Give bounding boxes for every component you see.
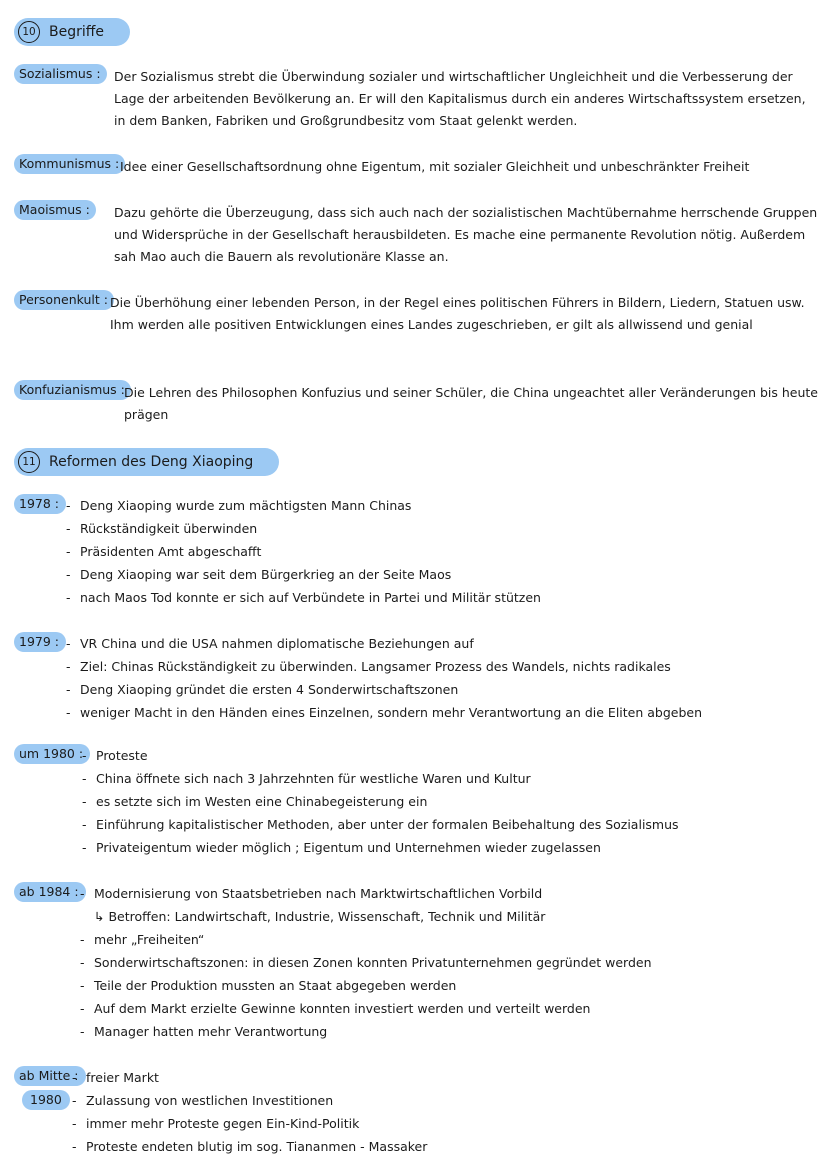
definition-text: Idee einer Gesellschaftsordnung ohne Eigentum, mit sozialer Gleichheit und unbeschränkter Freiheit [120, 159, 750, 174]
reform-points [66, 632, 820, 724]
reform-subpoint-text: Betroffen: Landwirtschaft, Industrie, Wissenschaft, Technik und Militär [108, 909, 546, 924]
reform-point: - mehr „Freiheiten“ [80, 928, 820, 951]
definition-maoismus [14, 200, 820, 270]
reform-point: - Proteste [82, 744, 820, 767]
definition-text: Der Sozialismus strebt die Überwindung sozialer und wirtschaftlicher Ungleichheit und die Verbesserung der Lage der arbeitenden Bevölkerung an. Er will den Kapitalismus durch ein anderes Wirtschaftssystem ersetzen, in dem Banken, Fabriken und Großgrundbesitz vom Staat gelenkt werden. [114, 69, 806, 128]
term-label: Personenkult : [14, 290, 114, 310]
definition-konfuzianismus [14, 380, 820, 430]
year-label: 1978 : [14, 494, 66, 514]
definition-sozialismus [14, 64, 820, 136]
reform-point: - Deng Xiaoping gründet die ersten 4 Sonderwirtschaftszonen [66, 678, 820, 701]
year-label-second-line: 1980 [22, 1090, 70, 1110]
year-label: ab 1984 : [14, 882, 86, 902]
reform-point: - Privateigentum wieder möglich ; Eigentum und Unternehmen wieder zugelassen [82, 836, 820, 859]
reform-points [82, 744, 820, 859]
reform-point: - Ziel: Chinas Rückständigkeit zu überwinden. Langsamer Prozess des Wandels, nichts radikales [66, 655, 820, 678]
reform-point: - freier Markt [72, 1066, 820, 1089]
term-label: Sozialismus : [14, 64, 107, 84]
arrow-right-icon: ↳ [94, 909, 105, 924]
definition-personenkult [14, 290, 820, 362]
year-label: ab Mitte : [14, 1066, 86, 1086]
reform-point: - Manager hatten mehr Verantwortung [80, 1020, 820, 1043]
reform-um-1980 [14, 744, 820, 864]
definition-text: Dazu gehörte die Überzeugung, dass sich auch nach der sozialistischen Machtübernahme herrschende Gruppen und Widersprüche in der Gesellschaft herausbildeten. Es mache eine permanente Revolution nötig. Außerdem sah Mao auch die Bauern als revolutionäre Klasse an. [114, 205, 818, 264]
reform-point: - Sonderwirtschaftszonen: in diesen Zonen konnten Privatunternehmen gegründet werden [80, 951, 820, 974]
section-heading-reformen [14, 448, 279, 476]
term-label: Maoismus : [14, 200, 96, 220]
reform-point: - Teile der Produktion mussten an Staat abgegeben werden [80, 974, 820, 997]
reform-point: - nach Maos Tod konnte er sich auf Verbündete in Partei und Militär stützen [66, 586, 820, 609]
reform-point: - Modernisierung von Staatsbetrieben nach Marktwirtschaftlichen Vorbild [80, 882, 820, 905]
reform-point: - immer mehr Proteste gegen Ein-Kind-Politik [72, 1112, 820, 1135]
section-heading-begriffe [14, 18, 130, 46]
reform-point: - es setzte sich im Westen eine Chinabegeisterung ein [82, 790, 820, 813]
reform-subpoint [80, 905, 820, 928]
reform-1978 [14, 494, 820, 614]
reform-point: - China öffnete sich nach 3 Jahrzehnten für westliche Waren und Kultur [82, 767, 820, 790]
section-number-badge: 10 [18, 21, 40, 43]
definition-kommunismus [14, 154, 820, 180]
reform-points [66, 494, 820, 609]
reform-point: - Deng Xiaoping war seit dem Bürgerkrieg an der Seite Maos [66, 563, 820, 586]
section-number-badge: 11 [18, 451, 40, 473]
reform-point: - Proteste endeten blutig im sog. Tiananmen - Massaker [72, 1135, 820, 1158]
reform-1979 [14, 632, 820, 728]
reform-point: - Auf dem Markt erzielte Gewinne konnten investiert werden und verteilt werden [80, 997, 820, 1020]
term-label: Kommunismus : [14, 154, 125, 174]
reform-ab-mitte-1980 [14, 1066, 820, 1162]
reform-point: - Zulassung von westlichen Investitionen [72, 1089, 820, 1112]
section-title: Begriffe [49, 24, 105, 40]
reform-point: - weniger Macht in den Händen eines Einzelnen, sondern mehr Verantwortung an die Eliten abgeben [66, 701, 820, 724]
year-label: um 1980 : [14, 744, 90, 764]
year-label: 1979 : [14, 632, 66, 652]
reform-ab-1984 [14, 882, 820, 1048]
definition-text: Die Überhöhung einer lebenden Person, in der Regel eines politischen Führers in Bildern, Liedern, Statuen usw. Ihm werden alle positiven Entwicklungen eines Landes zugeschrieben, er gilt als allwissend und genial [110, 295, 805, 332]
reform-point: - VR China und die USA nahmen diplomatische Beziehungen auf [66, 632, 820, 655]
reform-points [80, 882, 820, 1043]
term-label: Konfuzianismus : [14, 380, 131, 400]
reform-point: - Einführung kapitalistischer Methoden, aber unter der formalen Beibehaltung des Sozialismus [82, 813, 820, 836]
section-title: Reformen des Deng Xiaoping [49, 454, 254, 470]
reform-point: - Deng Xiaoping wurde zum mächtigsten Mann Chinas [66, 494, 820, 517]
reform-point: - Rückständigkeit überwinden [66, 517, 820, 540]
reform-points [72, 1066, 820, 1158]
definition-text: Die Lehren des Philosophen Konfuzius und seiner Schüler, die China ungeachtet aller Veränderungen bis heute prägen [124, 385, 818, 422]
reform-point: - Präsidenten Amt abgeschafft [66, 540, 820, 563]
